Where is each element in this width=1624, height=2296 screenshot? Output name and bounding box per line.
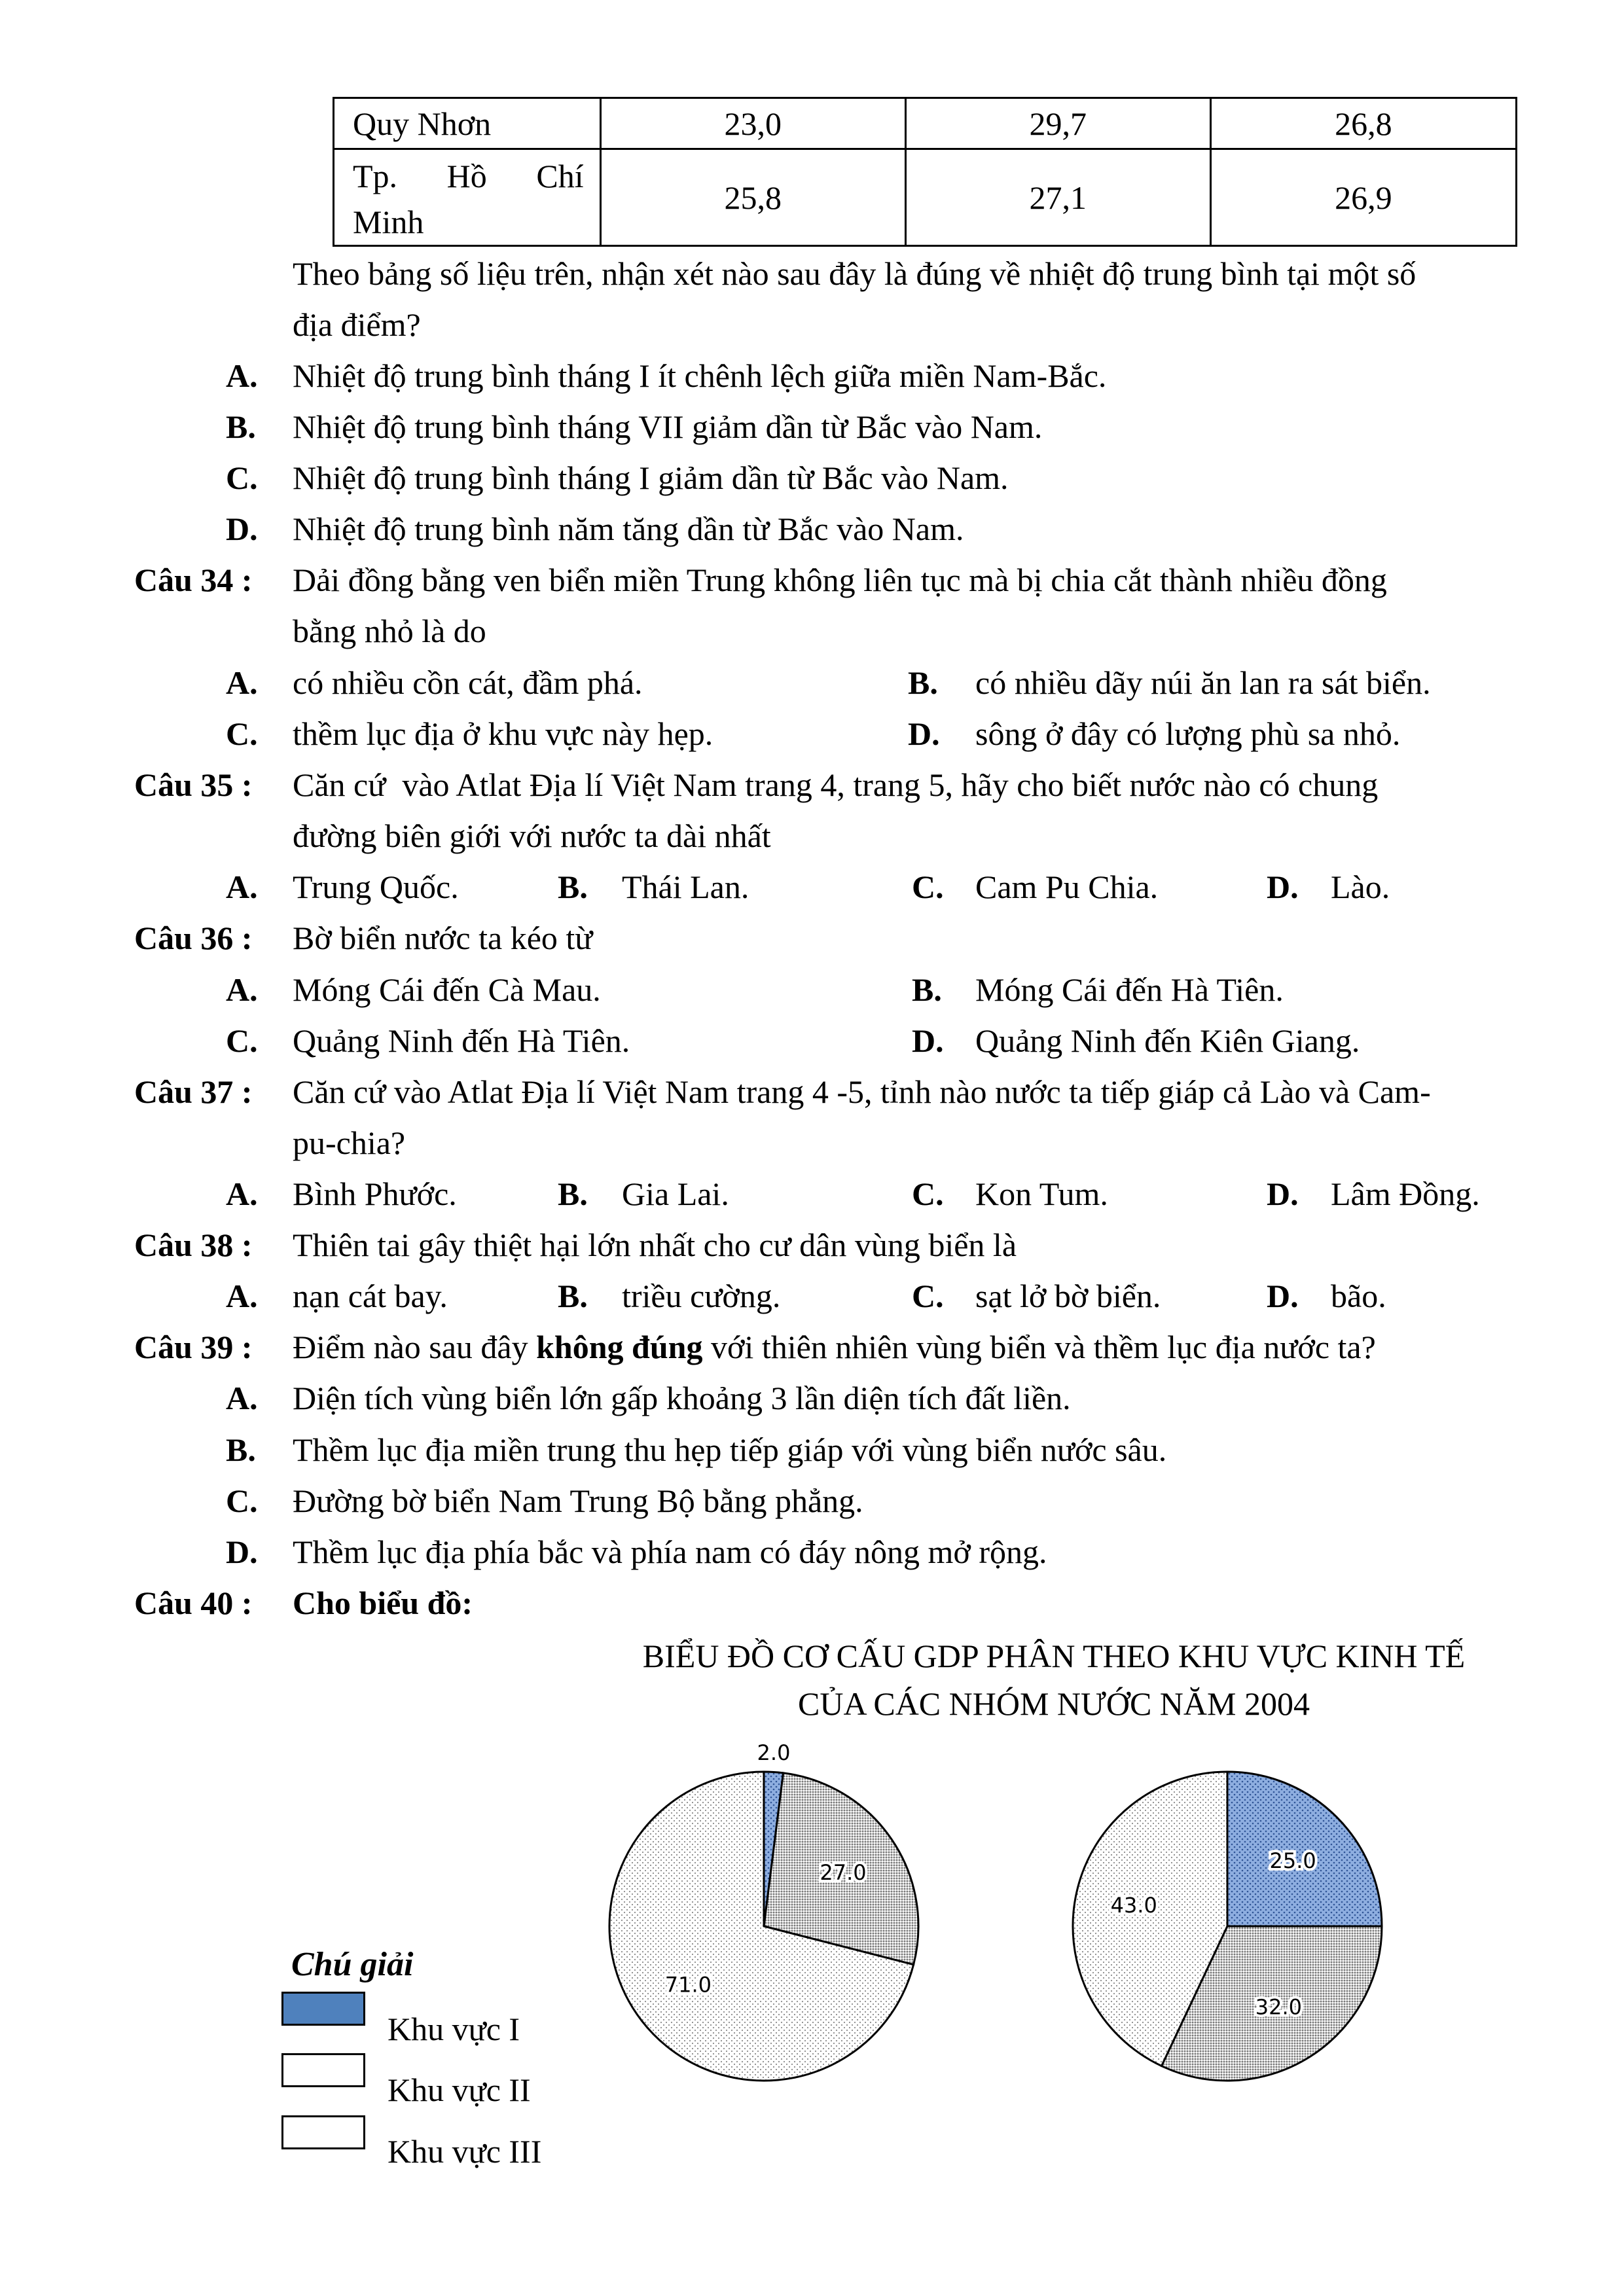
table-cell: 26,8 [1210,98,1516,149]
q38-option-d[interactable]: bão. [1331,1278,1386,1314]
q39-option-d[interactable]: Thềm lục địa phía bắc và phía nam có đáy nông mở rộng. [293,1534,1047,1570]
option-letter: D. [226,511,258,547]
table-cell-place: Quy Nhơn [334,98,601,149]
q37-option-c[interactable]: Kon Tum. [975,1175,1108,1212]
option-letter: B. [912,971,942,1008]
legend-title: Chú giải [291,1946,414,1983]
q33-option-b[interactable]: Nhiệt độ trung bình tháng VII giảm dần từ Bắc vào Nam. [293,408,1043,445]
option-letter: C. [912,1278,944,1314]
option-letter: D. [1267,1175,1299,1212]
legend-swatch-khu-vuc-1 [281,1992,365,2026]
question-label: Câu 36 : [134,920,253,956]
q34-option-a[interactable]: có nhiều cồn cát, đầm phá. [293,664,643,701]
q36-stem: Bờ biển nước ta kéo từ [293,920,593,956]
q33-option-a[interactable]: Nhiệt độ trung bình tháng I ít chênh lệch giữa miền Nam-Bắc. [293,357,1107,394]
pie-data-label: 27.0 [820,1859,867,1885]
legend-label: Khu vực I [388,2011,520,2047]
q35-option-d[interactable]: Lào. [1331,869,1390,905]
option-letter: C. [912,869,944,905]
q35-stem: đường biên giới với nước ta dài nhất [293,817,771,854]
q38-stem: Thiên tai gây thiệt hại lớn nhất cho cư dân vùng biển là [293,1227,1017,1263]
question-label: Câu 35 : [134,766,253,803]
option-letter: C. [226,715,258,752]
q35-stem: Căn cứ vào Atlat Địa lí Việt Nam trang 4, trang 5, hãy cho biết nước nào có chung [293,766,1379,803]
option-letter: A. [226,1175,258,1212]
q33-option-d[interactable]: Nhiệt độ trung bình năm tăng dần từ Bắc vào Nam. [293,511,964,547]
q37-option-a[interactable]: Bình Phước. [293,1175,457,1212]
q34-stem: Dải đồng bằng ven biển miền Trung không liên tục mà bị chia cắt thành nhiều đồng [293,562,1387,598]
q39-option-a[interactable]: Diện tích vùng biển lớn gấp khoảng 3 lần diện tích đất liền. [293,1380,1071,1416]
option-letter: B. [226,1431,256,1468]
q37-option-d[interactable]: Lâm Đồng. [1331,1175,1480,1212]
option-letter: C. [912,1175,944,1212]
legend-label: Khu vực III [388,2133,542,2170]
q37-stem: Căn cứ vào Atlat Địa lí Việt Nam trang 4 -5, tỉnh nào nước ta tiếp giáp cả Lào và Cam- [293,1073,1431,1110]
option-letter: B. [558,1175,588,1212]
question-label: Câu 40 : [134,1585,253,1621]
table-cell: 29,7 [905,98,1210,149]
option-letter: A. [226,357,258,394]
option-letter: D. [226,1534,258,1570]
q35-option-c[interactable]: Cam Pu Chia. [975,869,1159,905]
q38-option-b[interactable]: triều cường. [622,1278,781,1314]
table-cell: 27,1 [905,149,1210,246]
option-letter: B. [558,1278,588,1314]
q39-stem: Điểm nào sau đây không đúng với thiên nhiên vùng biển và thềm lục địa nước ta? [293,1329,1376,1365]
emphasis: không đúng [536,1329,703,1365]
q33-stem: địa điểm? [293,306,421,343]
option-letter: D. [1267,869,1299,905]
option-letter: B. [558,869,588,905]
q35-option-a[interactable]: Trung Quốc. [293,869,459,905]
option-letter: B. [908,664,938,701]
pie-data-label: 32.0 [1255,1994,1303,2020]
pie-data-label: 71.0 [664,1972,712,1998]
pie-data-label: 43.0 [1110,1893,1157,1918]
option-letter: A. [226,1380,258,1416]
option-letter: A. [226,664,258,701]
q34-option-b[interactable]: có nhiều dãy núi ăn lan ra sát biển. [975,664,1431,701]
option-letter: C. [226,459,258,496]
option-letter: C. [226,1482,258,1519]
option-letter: A. [226,869,258,905]
q36-option-c[interactable]: Quảng Ninh đến Hà Tiên. [293,1022,630,1059]
q35-option-b[interactable]: Thái Lan. [622,869,749,905]
q39-option-c[interactable]: Đường bờ biển Nam Trung Bộ bằng phẳng. [293,1482,863,1519]
pie-data-label: 2.0 [757,1740,791,1765]
option-letter: A. [226,971,258,1008]
question-label: Câu 37 : [134,1073,253,1110]
q36-option-d[interactable]: Quảng Ninh đến Kiên Giang. [975,1022,1360,1059]
pie-data-label: 25.0 [1269,1848,1316,1873]
option-letter: A. [226,1278,258,1314]
table-cell: 23,0 [600,98,905,149]
q34-option-c[interactable]: thềm lục địa ở khu vực này hẹp. [293,715,713,752]
table-cell-place: Tp. Hồ Chí Minh [334,149,601,246]
option-letter: C. [226,1022,258,1059]
q34-stem: bằng nhỏ là do [293,613,486,649]
legend-swatch-khu-vuc-2 [281,2053,365,2087]
option-letter: D. [908,715,940,752]
option-letter: D. [912,1022,944,1059]
question-label: Câu 38 : [134,1227,253,1263]
table-cell: 26,9 [1210,149,1516,246]
q39-option-b[interactable]: Thềm lục địa miền trung thu hẹp tiếp giáp với vùng biển nước sâu. [293,1431,1167,1468]
legend-label: Khu vực II [388,2072,531,2108]
question-label: Câu 34 : [134,562,253,598]
q37-option-b[interactable]: Gia Lai. [622,1175,729,1212]
legend-swatch-khu-vuc-3 [281,2115,365,2149]
q33-option-c[interactable]: Nhiệt độ trung bình tháng I giảm dần từ Bắc vào Nam. [293,459,1009,496]
q38-option-a[interactable]: nạn cát bay. [293,1278,448,1314]
q34-option-d[interactable]: sông ở đây có lượng phù sa nhỏ. [975,715,1401,752]
q40-stem: Cho biểu đồ: [293,1585,473,1621]
q33-stem: Theo bảng số liệu trên, nhận xét nào sau đây là đúng về nhiệt độ trung bình tại một số [293,255,1416,292]
table-cell: 25,8 [600,149,905,246]
q36-option-a[interactable]: Móng Cái đến Cà Mau. [293,971,601,1008]
chart-title-line1: BIỂU ĐỒ CƠ CẤU GDP PHÂN THEO KHU VỰC KINH TẾ [642,1638,1466,1674]
q37-stem: pu-chia? [293,1124,406,1161]
chart-title-line2: CỦA CÁC NHÓM NƯỚC NĂM 2004 [798,1685,1310,1722]
q36-option-b[interactable]: Móng Cái đến Hà Tiên. [975,971,1284,1008]
q38-option-c[interactable]: sạt lở bờ biển. [975,1278,1161,1314]
question-label: Câu 39 : [134,1329,253,1365]
option-letter: B. [226,408,256,445]
option-letter: D. [1267,1278,1299,1314]
